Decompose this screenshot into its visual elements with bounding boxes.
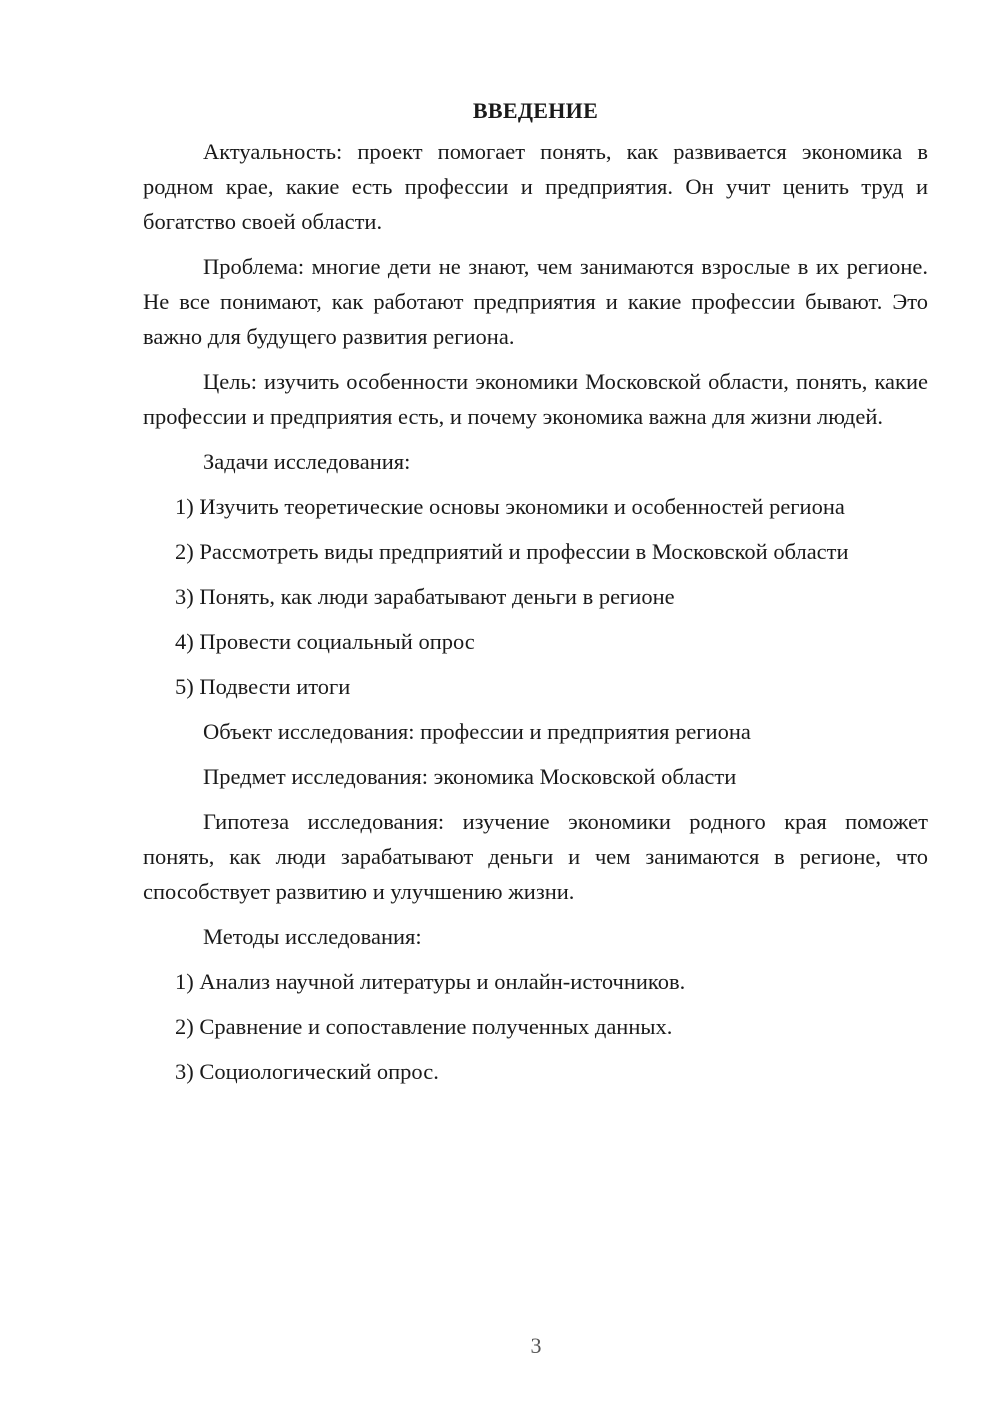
hypothesis-paragraph: Гипотеза исследования: изучение экономики родного края поможет понять, как люди зарабатывают деньги и чем занимаются в регионе, что способствует развитию и улучшению жизни. bbox=[143, 809, 928, 904]
task-item: 1) Изучить теоретические основы экономики и особенностей региона bbox=[175, 494, 845, 519]
task-item: 4) Провести социальный опрос bbox=[175, 629, 475, 654]
task-item: 5) Подвести итоги bbox=[175, 674, 351, 699]
method-item: 1) Анализ научной литературы и онлайн-источников. bbox=[175, 969, 686, 994]
relevance-paragraph: Актуальность: проект помогает понять, как развивается экономика в родном крае, какие есть профессии и предприятия. Он учит ценить труд и богатство своей области. bbox=[143, 139, 928, 234]
tasks-heading: Задачи исследования: bbox=[203, 449, 411, 474]
section-title: ВВЕДЕНИЕ bbox=[472, 98, 599, 123]
methods-heading: Методы исследования: bbox=[203, 924, 422, 949]
document-page bbox=[143, 94, 928, 1099]
research-subject: Предмет исследования: экономика Московской области bbox=[203, 764, 737, 789]
method-item: 2) Сравнение и сопоставление полученных данных. bbox=[175, 1014, 673, 1039]
task-item: 3) Понять, как люди зарабатывают деньги в регионе bbox=[175, 584, 675, 609]
task-item: 2) Рассмотреть виды предприятий и профессии в Московской области bbox=[175, 539, 849, 564]
tasks-list bbox=[143, 489, 928, 704]
research-object: Объект исследования: профессии и предприятия региона bbox=[203, 719, 751, 744]
method-item: 3) Социологический опрос. bbox=[175, 1059, 439, 1084]
problem-paragraph: Проблема: многие дети не знают, чем занимаются взрослые в их регионе. Не все понимают, как работают предприятия и какие профессии бывают. Это важно для будущего развития региона. bbox=[143, 254, 928, 349]
methods-list bbox=[143, 964, 928, 1089]
page-number: 3 bbox=[530, 1333, 542, 1358]
goal-paragraph: Цель: изучить особенности экономики Московской области, понять, какие профессии и предприятия есть, и почему экономика важна для жизни людей. bbox=[143, 369, 928, 429]
